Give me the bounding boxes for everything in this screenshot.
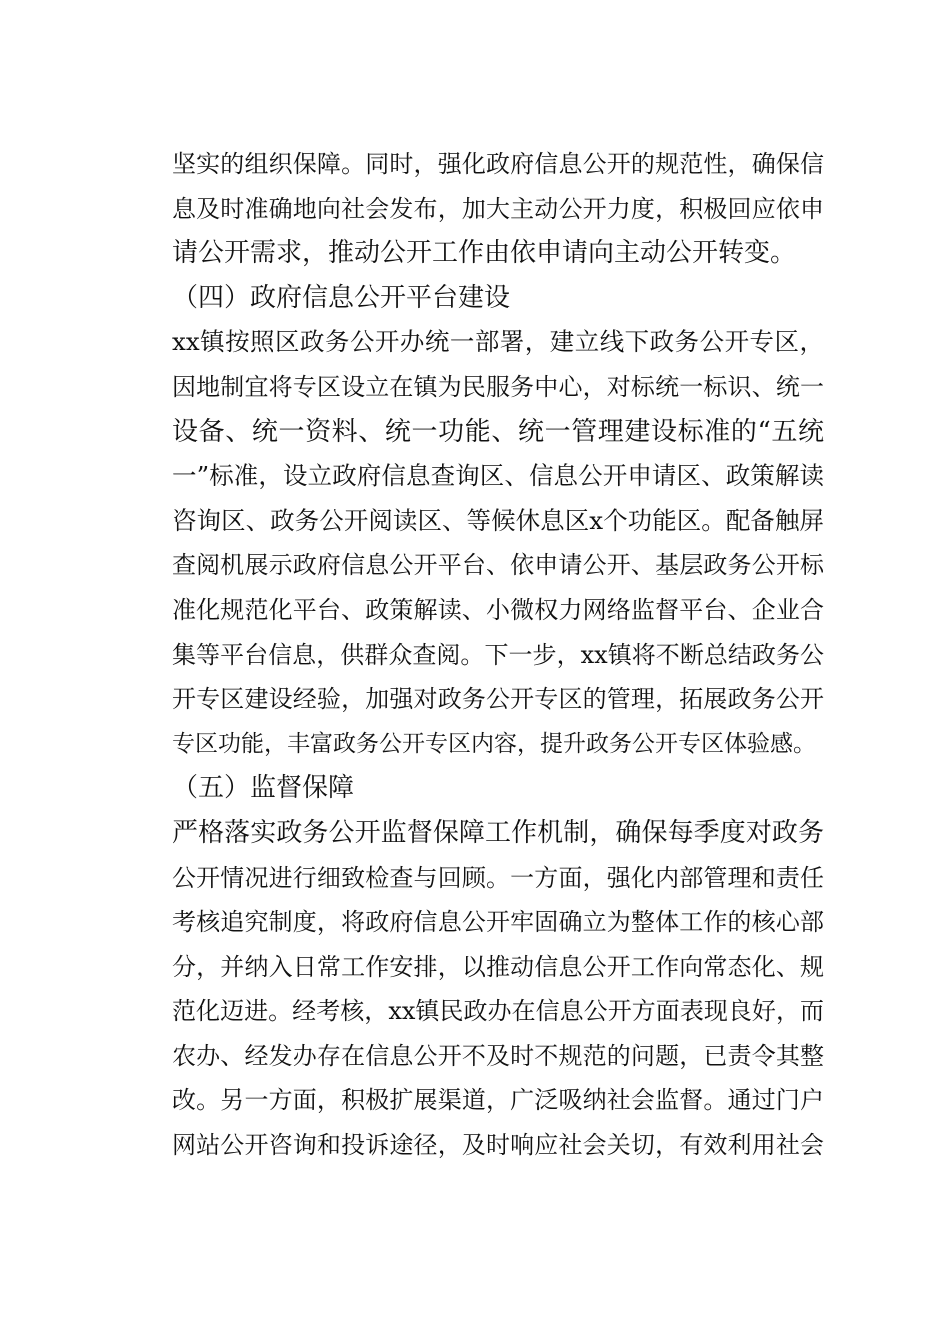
text-line: 网站公开咨询和投诉途径，及时响应社会关切，有效利用社会: [172, 1131, 824, 1160]
text-line: xx镇按照区政务公开办统一部署，建立线下政务公开专区，: [172, 327, 824, 357]
text-line: 准化规范化平台、政策解读、小微权力网络监督平台、企业合: [172, 595, 824, 624]
text-line: 开专区建设经验，加强对政务公开专区的管理，拓展政务公开: [172, 685, 824, 714]
text-line: 严格落实政务公开监督保障工作机制，确保每季度对政务: [172, 817, 824, 848]
text-line: 息及时准确地向社会发布，加大主动公开力度，积极回应依申: [172, 194, 824, 223]
text-line: 因地制宜将专区设立在镇为民服务中心，对标统一标识、统一: [172, 372, 824, 401]
text-line: 公开情况进行细致检查与回顾。一方面，强化内部管理和责任: [172, 863, 824, 892]
text-line: 查阅机展示政府信息公开平台、依申请公开、基层政务公开标: [172, 551, 824, 580]
text-line: 请公开需求，推动公开工作由依申请向主动公开转变。: [172, 238, 797, 269]
text-line: 专区功能，丰富政务公开专区内容，提升政务公开专区体验感。: [172, 730, 816, 757]
text-line: 设备、统一资料、统一功能、统一管理建设标准的“五统: [172, 416, 824, 447]
document-body: [172, 142, 824, 1168]
section-heading: （五）监督保障: [172, 773, 355, 804]
text-line: 农办、经发办存在信息公开不及时不规范的问题，已责令其整: [172, 1041, 824, 1070]
text-line: 咨询区、政务公开阅读区、等候休息区x个功能区。配备触屏: [172, 505, 824, 535]
text-line: 一”标准，设立政府信息查询区、信息公开申请区、政策解读: [172, 461, 824, 491]
text-line: 考核追究制度，将政府信息公开牢固确立为整体工作的核心部: [172, 908, 824, 937]
text-line: 改。另一方面，积极扩展渠道，广泛吸纳社会监督。通过门户: [172, 1086, 824, 1115]
text-line: 坚实的组织保障。同时，强化政府信息公开的规范性，确保信: [172, 150, 824, 178]
section-heading: （四）政府信息公开平台建设: [172, 282, 511, 313]
text-line: 分，并纳入日常工作安排，以推动信息公开工作向常态化、规: [172, 952, 824, 981]
text-line: 范化迈进。经考核，xx镇民政办在信息公开方面表现良好，而: [172, 997, 824, 1026]
text-line: 集等平台信息，供群众查阅。下一步，xx镇将不断总结政务公: [172, 640, 824, 669]
